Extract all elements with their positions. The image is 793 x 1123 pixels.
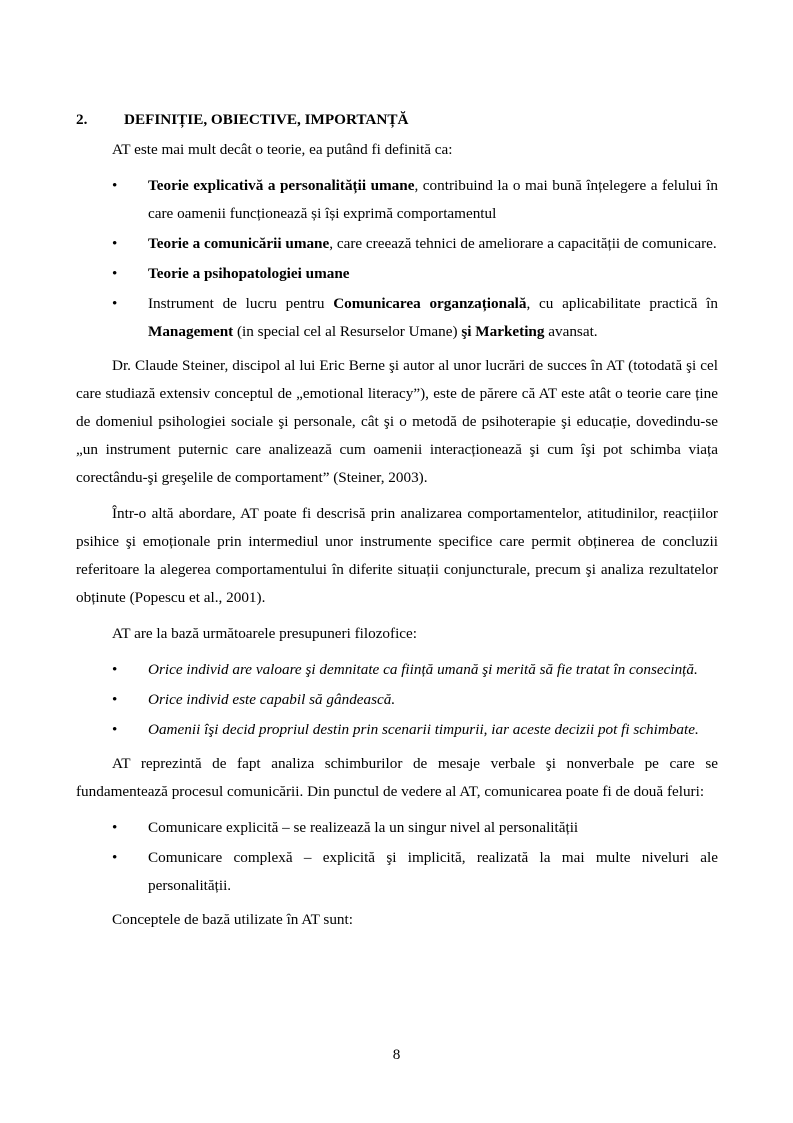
communication-paragraph: AT reprezintă de fapt analiza schimburilor de mesaje verbale şi nonverbale pe care se fundamentează procesul comunicării. Din punctul de vedere al AT, comunicarea poate fi de două feluri: [76, 755, 718, 800]
definition-term: Teorie a psihopatologiei umane [148, 265, 350, 282]
bullet-icon: • [112, 265, 118, 282]
section-heading [76, 108, 718, 132]
definition-text: , contribuind la o mai bună înțelegere a felului în care oamenii funcționează și își exprimă comportamentul [148, 177, 719, 222]
bullet-icon: • [112, 819, 118, 836]
definition-text: (in special cel al Resurselor Umane) [233, 323, 462, 340]
definition-term: Comunicarea organzațională [333, 295, 527, 312]
list-item [76, 814, 718, 842]
communication-type-text: Comunicare complexă – explicită şi implicită, realizată la mai multe niveluri ale personalității. [148, 849, 718, 894]
bullet-icon: • [112, 235, 118, 252]
document-page [76, 108, 718, 942]
bullet-icon: • [112, 661, 118, 678]
list-item [76, 716, 718, 744]
bullet-icon: • [112, 691, 118, 708]
definition-text: avansat. [544, 323, 598, 340]
assumption-text: Oamenii îşi decid propriul destin prin scenarii timpurii, iar aceste decizii pot fi schimbate. [148, 721, 699, 738]
section-title: DEFINIȚIE, OBIECTIVE, IMPORTANȚĂ [124, 111, 409, 128]
definition-term: Management [148, 323, 234, 340]
list-item [76, 844, 718, 900]
definition-text: , care creează tehnici de ameliorare a capacității de comunicare. [329, 235, 717, 252]
list-item [76, 686, 718, 714]
list-item [76, 656, 718, 684]
bullet-icon: • [112, 721, 118, 738]
assumptions-intro-paragraph: AT are la bază următoarele presupuneri filozofice: [112, 625, 418, 642]
list-item [76, 260, 718, 288]
list-item [76, 290, 718, 346]
definition-term: Teorie explicativă a personalității umane [148, 177, 415, 194]
communication-types-list [76, 814, 718, 900]
definition-term: Teorie a comunicării umane [148, 235, 330, 252]
assumption-text: Orice individ este capabil să gândească. [148, 691, 396, 708]
concepts-intro-paragraph: Conceptele de bază utilizate în AT sunt: [112, 911, 353, 928]
bullet-icon: • [112, 849, 118, 866]
definitions-list [76, 172, 718, 346]
list-item [76, 172, 718, 228]
assumption-text: Orice individ are valoare şi demnitate ca ființă umană şi merită să fie tratat în consecință. [148, 661, 698, 678]
definition-text: Instrument de lucru pentru [148, 295, 334, 312]
bullet-icon: • [112, 295, 118, 312]
bullet-icon: • [112, 177, 118, 194]
intro-paragraph: AT este mai mult decât o teorie, ea putând fi definită ca: [112, 141, 453, 158]
list-item [76, 230, 718, 258]
communication-type-text: Comunicare explicită – se realizează la un singur nivel al personalității [148, 819, 579, 836]
alternative-approach-paragraph: Într-o altă abordare, AT poate fi descrisă prin analizarea comportamentelor, atitudinilor, reacțiilor psihice şi emoționale prin intermediul unor instrumente specifice care permit obținerea de concluzii referitoare la alegerea comportamentului în diferite situații conjuncturale, precum şi analiza rezultatelor obținute (Popescu et al., 2001). [76, 505, 718, 606]
assumptions-list [76, 656, 718, 744]
definition-text: , cu aplicabilitate practică în [526, 295, 718, 312]
definition-term: şi Marketing [461, 323, 545, 340]
page-number: 8 [392, 1046, 401, 1063]
section-number: 2. [76, 111, 88, 128]
steiner-paragraph: Dr. Claude Steiner, discipol al lui Eric Berne şi autor al unor lucrări de succes în AT (totodată şi cel care studiază extensiv conceptul de „emotional literacy”), este de părere că AT este atât o teorie care ține de domeniul psihologiei sociale şi personale, cât şi o metodă de psihoterapie şi educație, dovedindu-se „un instrument puternic care analizează cum oamenii interacționează şi cum îşi pot schimba viața corectându-şi greşelile de comportament” (Steiner, 2003). [76, 357, 718, 486]
